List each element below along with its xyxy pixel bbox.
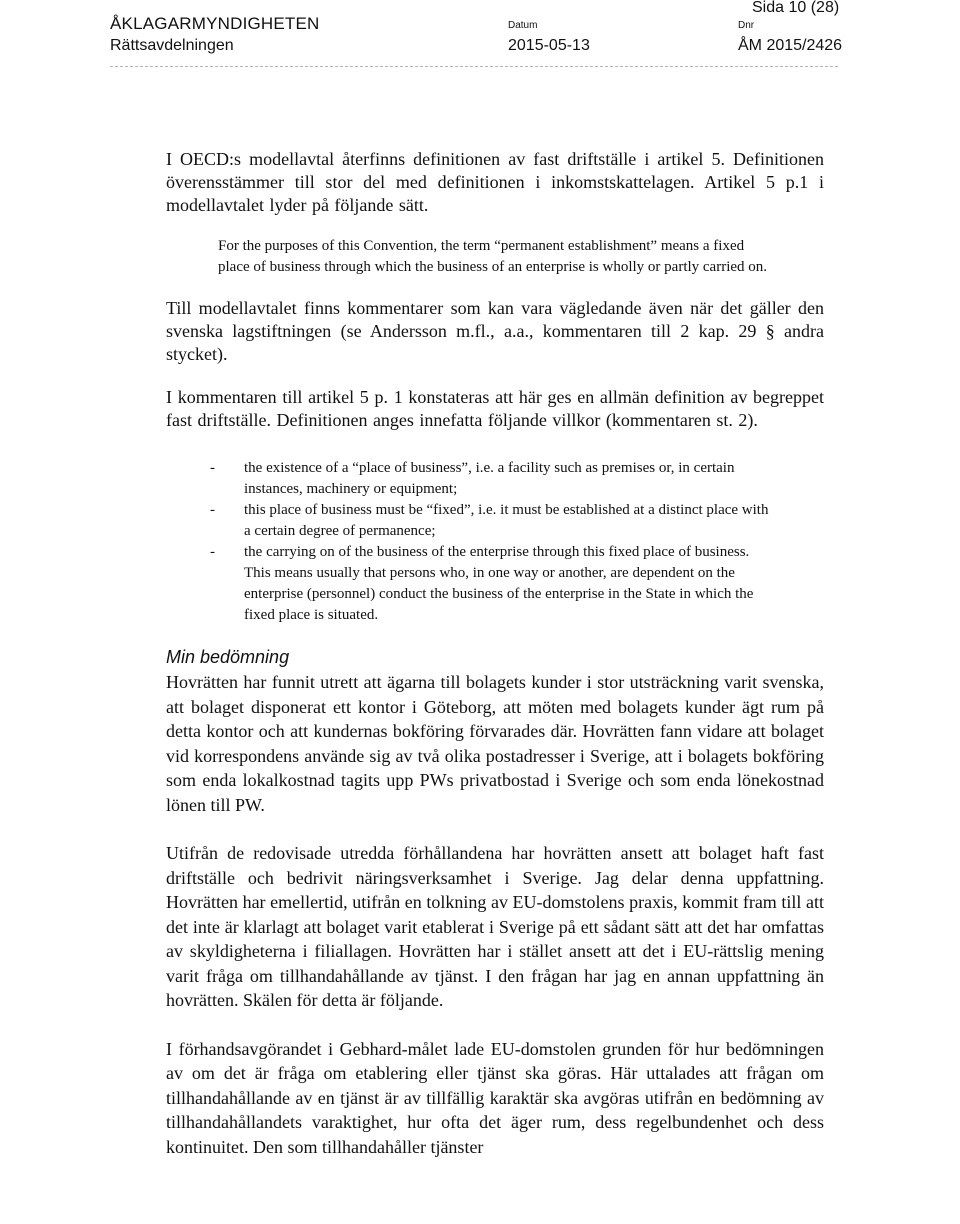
list-item xyxy=(210,458,776,500)
list-dash: - xyxy=(210,502,215,518)
document-date: 2015-05-13 xyxy=(508,37,590,54)
dnr-label: Dnr xyxy=(738,20,755,31)
list-item xyxy=(210,542,776,626)
list-item-text: the carrying on of the business of the enterprise through this fixed place of business. This means usually that persons who, in one way or another, are dependent on the enterprise (personnel) conduct the business of the enterprise in the State in which the fixed place is situated. xyxy=(244,544,754,623)
department-name: Rättsavdelningen xyxy=(110,37,234,54)
paragraph-oecd-intro: I OECD:s modellavtal återfinns definitionen av fast driftställe i artikel 5. Definitionen överensstämmer till stor del med definitionen i inkomstskattelagen. Artikel 5 p.1 i modellavtalet lyder på följande sätt. xyxy=(166,149,824,215)
conditions-list xyxy=(210,458,776,626)
list-item-text: this place of business must be “fixed”, i.e. it must be established at a distinct place with a certain degree of permanence; xyxy=(244,502,769,539)
document-header xyxy=(0,0,960,70)
header-divider xyxy=(110,66,838,67)
paragraph-conditions: I kommentaren till artikel 5 p. 1 konstateras att här ges en allmän definition av begreppet fast driftställe. Definitionen anges innefatta följande villkor (kommentaren st. 2). xyxy=(166,387,824,430)
quote-article-5: For the purposes of this Convention, the term “permanent establishment” means a fixed place of business through which the business of an enterprise is wholly or partly carried on. xyxy=(218,238,768,275)
list-item-text: the existence of a “place of business”, i.e. a facility such as premises or, in certain instances, machinery or equipment; xyxy=(244,460,735,497)
section-heading: Min bedömning xyxy=(166,647,290,667)
paragraph-commentary: Till modellavtalet finns kommentarer som kan vara vägledande även när det gäller den svenska lagstiftningen (se Andersson m.fl., a.a., kommentaren till 2 kap. 29 § andra stycket). xyxy=(166,298,824,364)
list-item xyxy=(210,500,776,542)
document-body xyxy=(166,148,824,1159)
page-number: Sida 10 (28) xyxy=(752,0,840,16)
organization-name: ÅKLAGARMYNDIGHETEN xyxy=(110,14,320,33)
document-dnr: ÅM 2015/2426 xyxy=(738,37,843,54)
paragraph-assessment: Utifrån de redovisade utredda förhållandena har hovrätten ansett att bolaget haft fast driftställe och bedrivit näringsverksamhet i Sverige. Jag delar denna uppfattning. Hovrätten har emellertid, utifrån en tolkning av EU-domstolens praxis, kommit fram till att det inte är klarlagt att bolaget varit etablerat i Sverige på ett sådant sätt att det har omfattas av skyldigheterna i filiallagen. Hovrätten har i stället ansett att det i EU-rättslig mening varit fråga om tillhandahållande av tjänst. I den frågan har jag en annan uppfattning än hovrätten. Skälen för detta är följande. xyxy=(166,843,824,1010)
paragraph-court-findings: Hovrätten har funnit utrett att ägarna till bolagets kunder i stor utsträckning varit svenska, att bolaget disponerat ett kontor i Göteborg, att möten med bolagets kunder ägt rum på detta kontor och att kundernas bokföring förvarades där. Hovrätten fann vidare att bolaget vid korrespondens använde sig av två olika postadresser i Sverige, att i bolagets bokföring som enda lokalkostnad tagits upp PWs privatbostad i Sverige och som enda lönekostnad lönen till PW. xyxy=(166,672,824,815)
date-label: Datum xyxy=(508,20,538,31)
list-dash: - xyxy=(210,544,215,560)
list-dash: - xyxy=(210,460,215,476)
paragraph-gebhard: I förhandsavgörandet i Gebhard-målet lade EU-domstolen grunden för hur bedömningen av om det är fråga om etablering eller tjänst ska göras. Här uttalades att frågan om tillhandahållande av en tjänst är av tillfällig karaktär ska avgöras utifrån en bedömning av tillhandahållandets varaktighet, hur ofta det äger rum, dess regelbundenhet och dess kontinuitet. Den som tillhandahåller tjänster xyxy=(166,1038,824,1157)
